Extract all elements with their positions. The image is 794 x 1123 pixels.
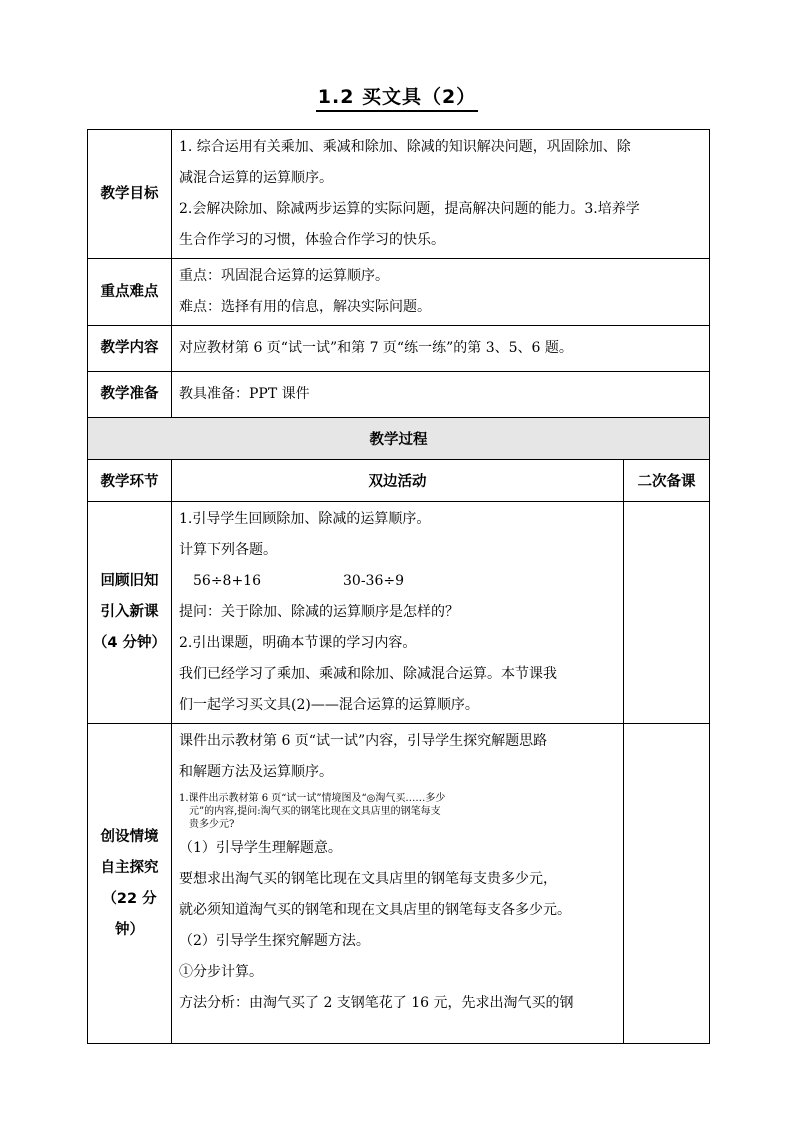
key-point: 重点：巩固混合运算的运算顺序。 bbox=[179, 268, 389, 284]
formula-1: 56÷8+16 bbox=[193, 573, 261, 589]
activity-line: 方法分析：由淘气买了 2 支钢笔花了 16 元，先求出淘气买的钢 bbox=[179, 995, 574, 1011]
explore-section-label bbox=[88, 724, 172, 1044]
column-activity: 双边活动 bbox=[172, 460, 624, 502]
snippet-line: 元”的内容,提问:淘气买的钢笔比现在文具店里的钢笔每支 bbox=[189, 806, 441, 817]
review-notes-cell bbox=[624, 502, 710, 724]
activity-line: 我们已经学习了乘加、乘减和除加、除减混合运算。本节课我 bbox=[179, 666, 557, 682]
key-content bbox=[172, 259, 710, 326]
activity-line: 就必须知道淘气买的钢笔和现在文具店里的钢笔每支各多少元。 bbox=[179, 902, 571, 918]
key-row bbox=[88, 259, 710, 326]
content-label: 教学内容 bbox=[88, 326, 172, 372]
process-header-row bbox=[88, 418, 710, 460]
formula-line bbox=[179, 566, 619, 597]
stage-label-line: 自主探究 bbox=[100, 859, 159, 876]
difficulty-point: 难点：选择有用的信息，解决实际问题。 bbox=[179, 299, 431, 315]
prep-label: 教学准备 bbox=[88, 372, 172, 418]
activity-line: 们一起学习买文具(2)——混合运算的运算顺序。 bbox=[179, 697, 479, 713]
activity-line: （2）引导学生探究解题方法。 bbox=[179, 933, 370, 949]
stage-label-line: 创设情境 bbox=[100, 828, 159, 845]
stage-label-line: （22 分 bbox=[102, 890, 157, 907]
goals-line: 1. 综合运用有关乘加、乘减和除加、除减的知识解决问题，巩固除加、除 bbox=[179, 139, 631, 155]
activity-line: （1）引导学生理解题意。 bbox=[179, 840, 342, 856]
goals-line: 减混合运算的运算顺序。 bbox=[179, 170, 333, 186]
activity-line: 计算下列各题。 bbox=[179, 542, 277, 558]
content-text: 对应教材第 6 页“试一试”和第 7 页“练一练”的第 3、5、6 题。 bbox=[172, 326, 710, 372]
goals-content bbox=[172, 130, 710, 259]
stage-label-line: 钟） bbox=[115, 921, 144, 938]
prep-text: 教具准备：PPT 课件 bbox=[172, 372, 710, 418]
process-header: 教学过程 bbox=[88, 418, 710, 460]
column-header-row bbox=[88, 460, 710, 502]
activity-line: 课件出示教材第 6 页“试一试”内容，引导学生探究解题思路 bbox=[179, 733, 548, 749]
explore-section-content bbox=[172, 724, 624, 1044]
goals-line: 2.会解决除加、除减两步运算的实际问题，提高解决问题的能力。3.培养学 bbox=[179, 201, 640, 217]
lesson-plan-table bbox=[87, 129, 710, 1044]
goals-line: 生合作学习的习惯，体验合作学习的快乐。 bbox=[179, 232, 445, 248]
goals-label: 教学目标 bbox=[88, 130, 172, 259]
textbook-snippet bbox=[179, 792, 619, 831]
activity-line: 提问：关于除加、除减的运算顺序是怎样的？ bbox=[179, 604, 459, 620]
goals-row bbox=[88, 130, 710, 259]
column-stage: 教学环节 bbox=[88, 460, 172, 502]
explore-section-row bbox=[88, 724, 710, 1044]
stage-label-line: 回顾旧知 bbox=[100, 573, 159, 589]
review-section-content bbox=[172, 502, 624, 724]
content-row bbox=[88, 326, 710, 372]
column-notes: 二次备课 bbox=[624, 460, 710, 502]
lesson-title-text: 1.2 买文具（2） bbox=[316, 86, 479, 112]
snippet-line: 1.课件出示教材第 6 页“试一试”情境图及“◎淘气买……多少 bbox=[179, 793, 446, 804]
formula-2: 30-36÷9 bbox=[343, 573, 404, 589]
activity-line: ①分步计算。 bbox=[179, 964, 263, 980]
stage-label-line: 引入新课 bbox=[100, 604, 159, 620]
review-section-label bbox=[88, 502, 172, 724]
stage-label-line: （4 分钟） bbox=[92, 635, 167, 651]
explore-notes-cell bbox=[624, 724, 710, 1044]
review-section-row bbox=[88, 502, 710, 724]
activity-line: 和解题方法及运算顺序。 bbox=[179, 764, 333, 780]
snippet-line: 贵多少元? bbox=[189, 819, 235, 830]
activity-line: 要想求出淘气买的钢笔比现在文具店里的钢笔每支贵多少元， bbox=[179, 871, 557, 887]
activity-line: 1.引导学生回顾除加、除减的运算顺序。 bbox=[179, 511, 431, 527]
activity-line: 2.引出课题，明确本节课的学习内容。 bbox=[179, 635, 417, 651]
key-label: 重点难点 bbox=[88, 259, 172, 326]
lesson-title bbox=[0, 82, 794, 109]
prep-row bbox=[88, 372, 710, 418]
